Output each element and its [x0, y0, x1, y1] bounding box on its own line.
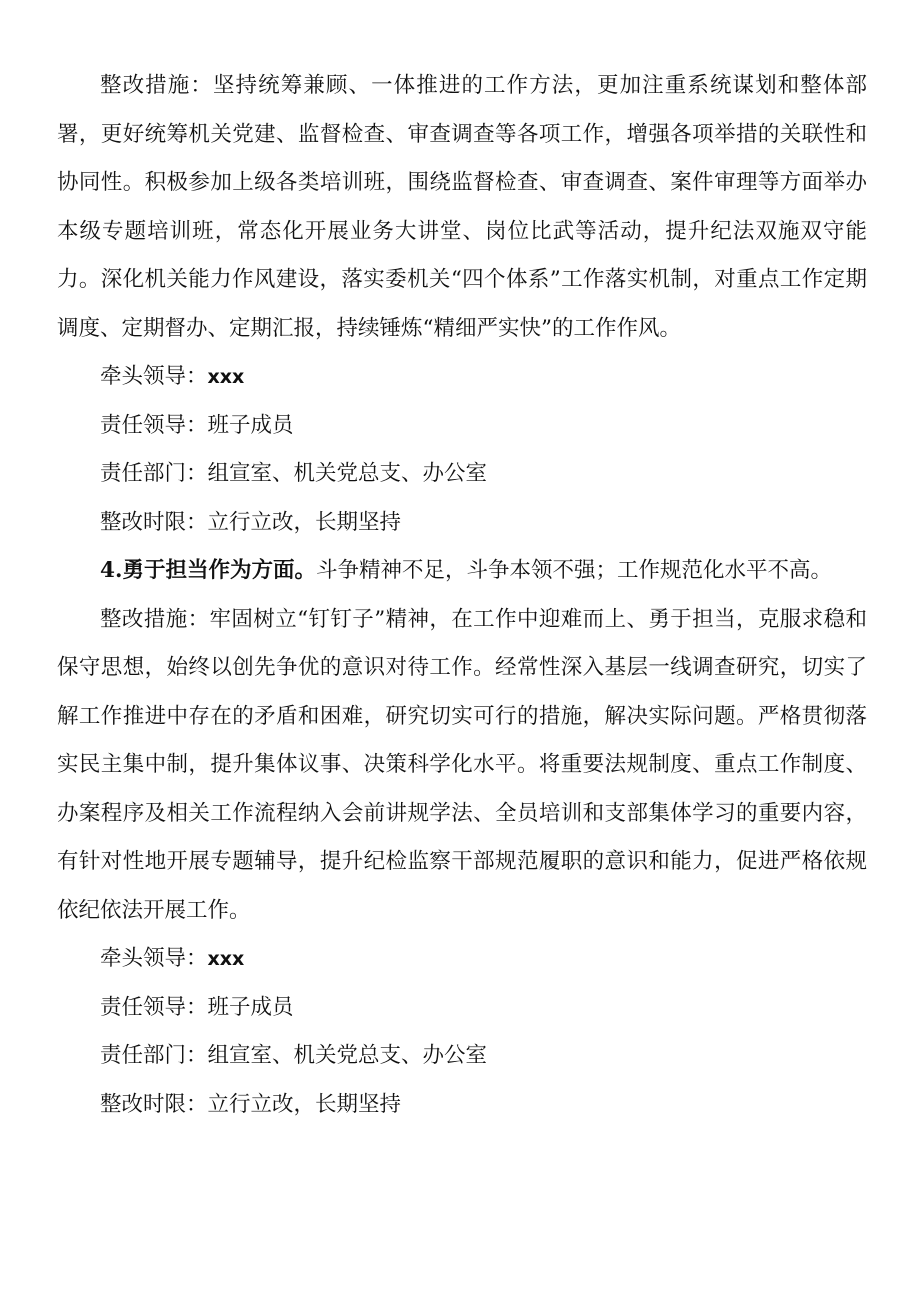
section3-measures: 整改措施：坚持统筹兼顾、一体推进的工作方法，更加注重系统谋划和整体部署，更好统筹机关党建、监督检查、审查调查等各项工作，增强各项举措的关联性和协同性。积极参加上级各类培训班，围绕监督检查、审查调查、案件审理等方面举办本级专题培训班，常态化开展业务大讲堂、岗位比武等活动，提升纪法双施双守能力。深化机关能力作风建设，落实委机关“四个体系”工作落实机制，对重点工作定期调度、定期督办、定期汇报，持续锤炼“精细严实快”的工作作风。	[57, 73, 867, 341]
lead-value: xxx	[207, 948, 245, 970]
section4-responsible-dept: 责任部门：组宣室、机关党总支、办公室	[100, 1043, 488, 1068]
section4-deadline: 整改时限：立行立改，长期坚持	[100, 1091, 402, 1117]
document-page	[57, 62, 867, 1129]
heading-title: .勇于担当作为方面。	[114, 558, 316, 583]
section3-responsible-leader: 责任领导：班子成员	[100, 412, 294, 438]
section3-responsible-dept: 责任部门：组宣室、机关党总支、办公室	[100, 461, 488, 486]
heading-number: 4	[100, 558, 115, 583]
section4-heading	[57, 547, 867, 596]
lead-label: 牵头领导：	[100, 946, 208, 971]
heading-problem: 斗争精神不足，斗争本领不强；工作规范化水平不高。	[315, 558, 832, 583]
lead-value: xxx	[207, 366, 245, 388]
section4-lead-leader	[57, 935, 867, 984]
section4-measures: 整改措施：牢固树立“钉钉子”精神，在工作中迎难而上、勇于担当，克服求稳和保守思想，始终以创先争优的意识对待工作。经常性深入基层一线调查研究，切实了解工作推进中存在的矛盾和困难，研究切实可行的措施，解决实际问题。严格贯彻落实民主集中制，提升集体议事、决策科学化水平。将重要法规制度、重点工作制度、办案程序及相关工作流程纳入会前讲规学法、全员培训和支部集体学习的重要内容，有针对性地开展专题辅导，提升纪检监察干部规范履职的意识和能力，促进严格依规依纪依法开展工作。	[57, 606, 867, 923]
section3-lead-leader	[57, 353, 867, 402]
lead-label: 牵头领导：	[100, 364, 208, 389]
section4-responsible-leader: 责任领导：班子成员	[100, 994, 294, 1020]
section3-deadline: 整改时限：立行立改，长期坚持	[100, 509, 402, 535]
